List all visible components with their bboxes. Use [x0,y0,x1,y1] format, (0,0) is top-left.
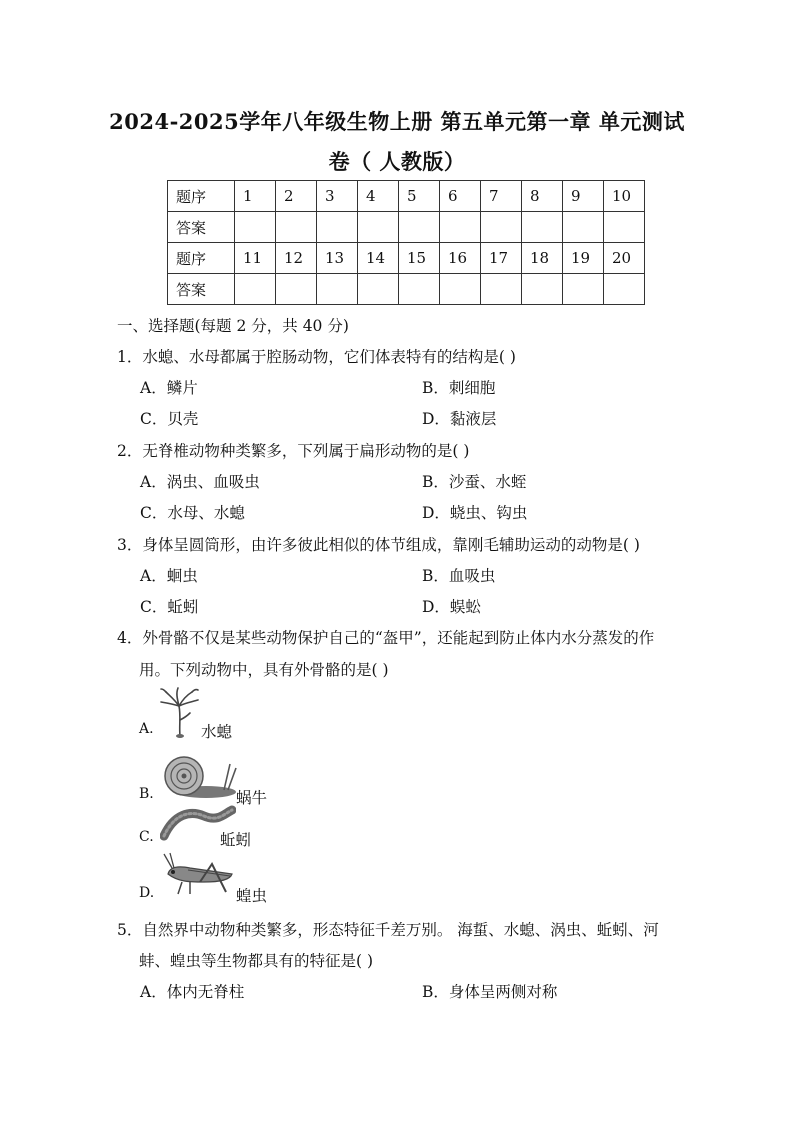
question-number-cell: 19 [563,243,604,274]
answer-cell[interactable] [481,212,522,243]
question-number-cell: 14 [358,243,399,274]
question-1-stem: 1．水螅、水母都属于腔肠动物，它们体表特有的结构是( ) [117,348,516,366]
row-label: 答案 [168,274,235,305]
answer-cell[interactable] [563,274,604,305]
q4-option-a-label: 水螅 [201,723,233,741]
q4-option-d-label: 蝗虫 [236,887,268,905]
answer-cell[interactable] [522,274,563,305]
question-number-cell: 18 [522,243,563,274]
row-label: 答案 [168,212,235,243]
question-number-cell: 9 [563,181,604,212]
question-number-cell: 4 [358,181,399,212]
q3-option-b[interactable]: B．血吸虫 [422,567,496,585]
answer-table [167,180,645,305]
locust-icon [160,852,240,900]
question-number-cell: 3 [317,181,358,212]
question-2-stem: 2．无脊椎动物种类繁多，下列属于扁形动物的是( ) [117,442,470,460]
q1-option-c[interactable]: C．贝壳 [140,410,199,428]
question-number-cell: 5 [399,181,440,212]
question-4-stem-line1: 4．外骨骼不仅是某些动物保护自己的“盔甲”，还能起到防止体内水分蒸发的作 [117,629,655,647]
question-5-stem-line2: 蚌、蝗虫等生物都具有的特征是( ) [139,952,374,970]
question-number-cell: 11 [235,243,276,274]
row-label: 题序 [168,243,235,274]
question-number-cell: 13 [317,243,358,274]
q5-option-b[interactable]: B．身体呈两侧对称 [422,983,558,1001]
answer-row [168,212,645,243]
question-number-cell: 1 [235,181,276,212]
answer-cell[interactable] [440,212,481,243]
q2-option-b[interactable]: B．沙蚕、水蛭 [422,473,527,491]
q1-option-a[interactable]: A．鳞片 [140,379,198,397]
answer-cell[interactable] [563,212,604,243]
section-heading: 一、选择题(每题 2 分，共 40 分) [117,317,349,335]
answer-cell[interactable] [235,212,276,243]
answer-cell[interactable] [399,274,440,305]
q3-option-d[interactable]: D．蜈蚣 [422,598,481,616]
answer-cell[interactable] [481,274,522,305]
q5-option-a[interactable]: A．体内无脊柱 [140,983,245,1001]
question-number-cell: 15 [399,243,440,274]
answer-cell[interactable] [399,212,440,243]
question-3-stem: 3．身体呈圆筒形，由许多彼此相似的体节组成，靠刚毛辅助运动的动物是( ) [117,536,640,554]
q4-option-b-label: 蜗牛 [236,789,268,807]
q4-option-d-letter[interactable]: D. [139,885,155,901]
q1-option-d[interactable]: D．黏液层 [422,410,497,428]
q4-option-a-letter[interactable]: A. [139,721,154,737]
q3-option-a[interactable]: A．蛔虫 [140,567,198,585]
q2-option-d[interactable]: D．蛲虫、钩虫 [422,504,528,522]
answer-cell[interactable] [440,274,481,305]
answer-cell[interactable] [604,274,645,305]
q4-option-b-letter[interactable]: B. [139,786,154,802]
q4-option-c-label: 蚯蚓 [220,831,252,849]
answer-row [168,274,645,305]
exam-title-line1: 2024-2025学年八年级生物上册 第五单元第一章 单元测试 [109,109,685,134]
answer-cell[interactable] [235,274,276,305]
question-number-cell: 8 [522,181,563,212]
number-row [168,243,645,274]
question-number-cell: 10 [604,181,645,212]
question-number-cell: 12 [276,243,317,274]
answer-cell[interactable] [604,212,645,243]
answer-cell[interactable] [317,212,358,243]
question-number-cell: 7 [481,181,522,212]
question-number-cell: 20 [604,243,645,274]
q2-option-c[interactable]: C．水母、水螅 [140,504,245,522]
answer-cell[interactable] [358,212,399,243]
snail-icon [158,752,238,802]
number-row [168,181,645,212]
q2-option-a[interactable]: A．涡虫、血吸虫 [140,473,260,491]
question-number-cell: 16 [440,243,481,274]
answer-cell[interactable] [522,212,563,243]
question-number-cell: 17 [481,243,522,274]
question-5-stem-line1: 5．自然界中动物种类繁多，形态特征千差万别。 海蜇、水螅、涡虫、蚯蚓、河 [117,921,659,939]
row-label: 题序 [168,181,235,212]
answer-cell[interactable] [317,274,358,305]
answer-cell[interactable] [276,274,317,305]
hydra-icon [158,686,202,740]
exam-title-line2: 卷（ 人教版） [328,149,466,174]
q4-option-c-letter[interactable]: C. [139,829,154,845]
answer-cell[interactable] [276,212,317,243]
q1-option-b[interactable]: B．刺细胞 [422,379,496,397]
q3-option-c[interactable]: C．蚯蚓 [140,598,199,616]
question-4-stem-line2: 用。下列动物中，具有外骨骼的是( ) [139,661,389,679]
question-number-cell: 6 [440,181,481,212]
answer-cell[interactable] [358,274,399,305]
question-number-cell: 2 [276,181,317,212]
